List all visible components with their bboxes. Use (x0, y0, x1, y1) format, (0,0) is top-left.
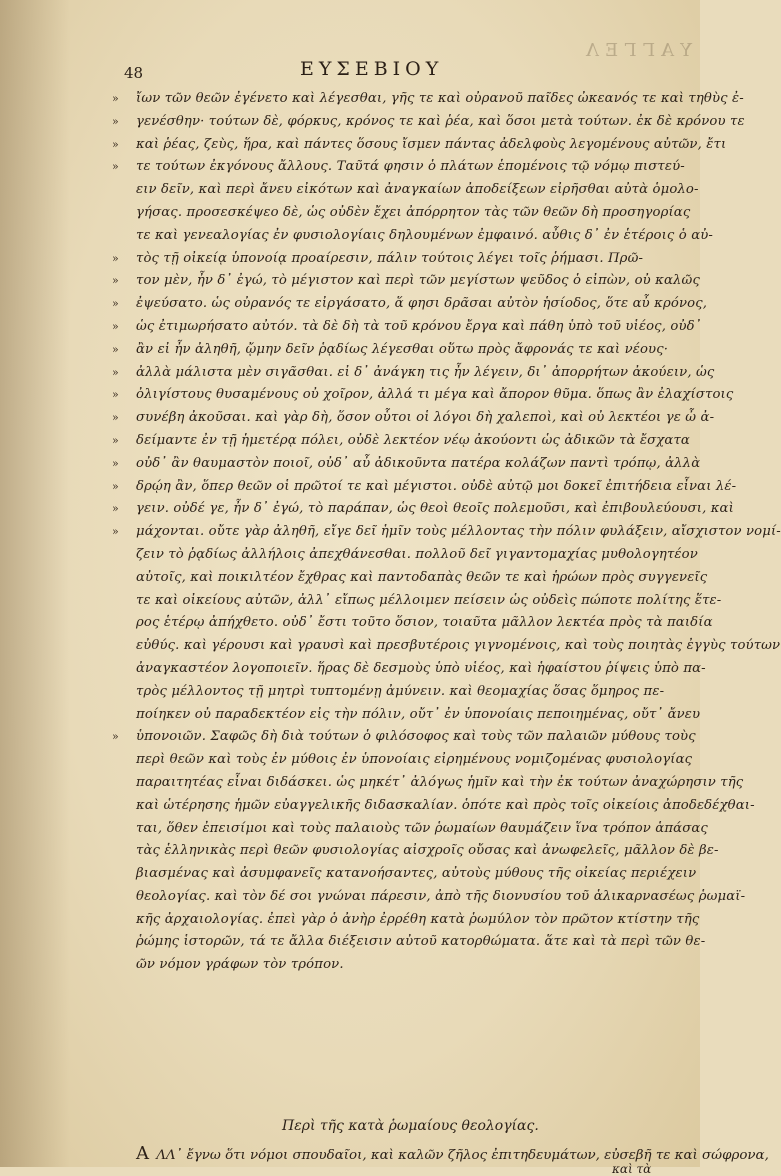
line-text: ται, ὅθεν ἐπεισίμοι καὶ τοὺς παλαιοὺς τῶν ῥωμαίων θαυμάζειν ἵνα τρόπον ἁπάσας (136, 820, 708, 836)
text-line (112, 362, 715, 385)
text-line (112, 635, 781, 658)
line-text: ῶν νόμον γράφων τὸν τρόπον. (136, 957, 344, 973)
section-heading: Περὶ τῆς κατὰ ῥωμαίους θεολογίας. (282, 1118, 539, 1134)
quotation-mark: » (112, 433, 119, 447)
line-text: ἀλλὰ μάλιστα μὲν σιγᾶσθαι. εἰ δ᾽ ἀνάγκη τις ἦν λέγειν, δι᾽ ἀπορρήτων ἀκούειν, ὡς (136, 364, 715, 380)
text-line (112, 202, 691, 225)
line-text: καὶ ῥέας, ζεὺς, ἥρα, καὶ πάντες ὅσους ἴσμεν πάντας ἀδελφοὺς λεγομένους αὐτῶν, ἔτι (136, 136, 727, 152)
catchword: καὶ τὰ (612, 1162, 652, 1176)
quotation-mark: » (112, 92, 119, 105)
line-text: γήσας. προσεσκέψεο δὲ, ὡς οὐδὲν ἔχει ἀπόρρητον τὰς τῶν θεῶν δὴ προσηγορίας (136, 204, 691, 220)
line-text: ἀναγκαστέον λογοποιεῖν. ἥρας δὲ δεσμοὺς ὑπὸ υἱέος, καὶ ἡφαίστου ῥίψεις ὑπὸ πα- (136, 660, 706, 676)
line-text: θεολογίας. καὶ τὸν δέ σοι γνώναι πάρεσιν, ἀπὸ τῆς διονυσίου τοῦ ἁλικαρνασέως ῥωμαϊ- (136, 888, 746, 904)
quotation-mark: » (112, 319, 119, 333)
line-text: δείμαντε ἐν τῇ ἡμετέρᾳ πόλει, οὐδὲ λεκτέον νέῳ ἀκούοντι ὡς ἀδικῶν τὰ ἔσχατα (136, 432, 690, 448)
page-number: 48 (124, 64, 144, 82)
body-text (112, 88, 781, 977)
line-text: ὑπονοιῶν. Σαφῶς δὴ διὰ τούτων ὁ φιλόσοφος καὶ τοὺς τῶν παλαιῶν μύθους τοὺς (136, 729, 696, 745)
text-line (112, 248, 644, 271)
text-line (112, 909, 700, 932)
line-text: τε τούτων ἐκγόνους ἄλλους. Ταῦτά φησιν ὁ πλάτων ἑπομένοις τῷ νόμῳ πιστεύ- (136, 159, 685, 175)
quotation-mark: » (112, 114, 119, 128)
gutter-shadow (0, 0, 70, 1167)
quotation-mark: » (112, 411, 119, 425)
line-text: ὀλιγίστους θυσαμένους οὐ χοῖρον, ἀλλά τι μέγα καὶ ἄπορον θῦμα. ὅπως ἂν ἐλαχίστοις (136, 387, 734, 403)
opening-line (136, 1143, 769, 1164)
text-line (112, 658, 706, 681)
line-text: αὐτοῖς, καὶ ποικιλτέον ἔχθρας καὶ παντοδαπὰς θεῶν τε καὶ ἡρώων πρὸς συγγενεῖς (136, 569, 708, 585)
running-head: ΕΥΣΕΒΙΟΥ (300, 58, 444, 80)
text-line (112, 863, 697, 886)
line-text: περὶ θεῶν καὶ τοὺς ἐν μύθοις ἐν ὑπονοίαις εἰρημένους νομιζομένας φυσιολογίας (136, 752, 693, 768)
quotation-mark: » (112, 730, 119, 744)
line-text: ποίηκεν οὐ παραδεκτέον εἰς τὴν πόλιν, οὔτ᾽ ἐν ὑπονοίαις πεποιημένας, οὔτ᾽ ἄνευ (136, 706, 701, 722)
quotation-mark: » (112, 456, 119, 470)
quotation-mark: » (112, 388, 119, 402)
line-text: τρὸς μέλλοντος τῇ μητρὶ τυπτομένῃ ἀμύνειν. καὶ θεομαχίας ὅσας ὅμηρος πε- (136, 683, 665, 699)
text-line (112, 111, 745, 134)
text-line (112, 339, 669, 362)
quotation-mark: » (112, 297, 119, 311)
text-line (112, 521, 781, 544)
text-line (112, 384, 734, 407)
text-line (112, 134, 727, 157)
quotation-mark: » (112, 160, 119, 174)
text-line (112, 726, 696, 749)
text-line (112, 544, 698, 567)
text-line (112, 840, 719, 863)
line-text: τὰς ἑλληνικὰς περὶ θεῶν φυσιολογίας αἰσχροῖς οὔσας καὶ ἀνωφελεῖς, μᾶλλον δὲ βε- (136, 843, 719, 859)
line-text: ὡς ἐτιμωρήσατο αὐτόν. τὰ δὲ δὴ τὰ τοῦ κρόνου ἔργα καὶ πάθη ὑπὸ τοῦ υἱέος, οὐδ᾽ (136, 318, 702, 334)
text-line (112, 795, 755, 818)
text-line (112, 270, 700, 293)
line-text: τε καὶ γενεαλογίας ἐν φυσιολογίαις δηλουμένων ἐμφαινό. αὖθις δ᾽ ἐν ἑτέροις ὁ αὐ- (136, 227, 714, 243)
text-line (112, 225, 714, 248)
line-text: τὸς τῇ οἰκείᾳ ὑπονοίᾳ προαίρεσιν, πάλιν τούτοις λέγει τοῖς ῥήμασι. Πρῶ- (136, 250, 644, 266)
text-line (112, 818, 708, 841)
line-text: βιασμένας καὶ ἀσυμφανεῖς κατανοήσαντες, αὐτοὺς μύθους τῆς οἰκείας περιέχειν (136, 866, 697, 882)
line-text: τον μὲν, ἦν δ᾽ ἐγώ, τὸ μέγιστον καὶ περὶ τῶν μεγίστων ψεῦδος ὁ εἰπὼν, οὐ καλῶς (136, 273, 700, 289)
text-line (112, 749, 693, 772)
quotation-mark: » (112, 137, 119, 151)
text-line (112, 704, 701, 727)
quotation-mark: » (112, 274, 119, 288)
line-text: ἴων τῶν θεῶν ἐγένετο καὶ λέγεσθαι, γῆς τε καὶ οὐρανοῦ παῖδες ὠκεανός τε καὶ τηθὺς ἐ- (136, 91, 744, 106)
text-line (112, 407, 715, 430)
text-line (112, 681, 665, 704)
text-line (112, 772, 744, 795)
text-line (112, 179, 699, 202)
text-line (112, 567, 708, 590)
text-line (112, 931, 706, 954)
line-text: ειν δεῖν, καὶ περὶ ἄνευ εἰκότων καὶ ἀναγκαίων ἀποδείξεων εἰρῆσθαι αὐτὰ ὁμολο- (136, 182, 699, 198)
quotation-mark: » (112, 502, 119, 516)
text-line (112, 612, 713, 635)
bleed-through-text: ΥΑΓΓΕΛ (580, 40, 692, 61)
quotation-mark: » (112, 525, 119, 539)
quotation-mark: » (112, 251, 119, 265)
line-text: μάχονται. οὔτε γὰρ ἀληθῆ, εἴγε δεῖ ἡμῖν τοὺς μέλλοντας τὴν πόλιν φυλάξειν, αἴσχιστον νομί- (136, 524, 781, 540)
initial-letter: Α (136, 1143, 152, 1164)
line-text: ἂν εἰ ἦν ἀληθῆ, ᾤμην δεῖν ῥᾳδίως λέγεσθαι οὕτω πρὸς ἄφρονάς τε καὶ νέους· (136, 341, 669, 357)
text-line (112, 954, 632, 977)
line-text: ἐψεύσατο. ὡς οὐρανός τε εἰργάσατο, ἅ φησι δρᾶσαι αὐτὸν ἡσίοδος, ὅτε αὖ κρόνος, (136, 296, 708, 312)
opening-line-text: ΛΛ᾽ ἔγνω ὅτι νόμοι σπουδαῖοι, καὶ καλῶν ζῆλος ἐπιτηδευμάτων, εὐσεβῆ τε καὶ σώφρονα, (156, 1148, 769, 1163)
text-line (112, 476, 737, 499)
text-line (112, 430, 690, 453)
line-text: παραιτητέας εἶναι διδάσκει. ὡς μηκέτ᾽ ἀλόγως ἡμῖν καὶ τὴν ἐκ τούτων ἀναχώρησιν τῆς (136, 774, 744, 790)
line-text: τε καὶ οἰκείους αὐτῶν, ἀλλ᾽ εἴπως μέλλοιμεν πείσειν ὡς οὐδεὶς πώποτε πολίτης ἕτε- (136, 592, 722, 608)
line-text: γειν. οὐδέ γε, ἦν δ᾽ ἐγώ, τὸ παράπαν, ὡς θεοὶ θεοῖς πολεμοῦσι, καὶ ἐπιβουλεύουσι, καὶ (136, 501, 734, 517)
text-line (112, 590, 722, 613)
text-line (112, 453, 701, 476)
text-line (112, 886, 746, 909)
line-text: γενέσθην· τούτων δὲ, φόρκυς, κρόνος τε καὶ ῥέα, καὶ ὅσοι μετὰ τούτων. ἐκ δὲ κρόνου τε (136, 113, 745, 129)
line-text: κῆς ἀρχαιολογίας. ἐπεὶ γὰρ ὁ ἀνὴρ ἐρρέθη κατὰ ῥωμύλον τὸν πρῶτον κτίστην τῆς (136, 911, 700, 927)
text-line (112, 316, 702, 339)
line-text: εὐθύς. καὶ γέρουσι καὶ γραυσὶ καὶ πρεσβυτέροις γιγνομένοις, καὶ τοὺς ποιητὰς ἐγγὺς τούτων (136, 638, 781, 654)
text-line (112, 293, 708, 316)
line-text: καὶ ὡτέρησης ἡμῶν εὐαγγελικῆς διδασκαλίαν. ὁπότε καὶ πρὸς τοῖς οἰκείοις ἀποδεδέχθαι- (136, 797, 755, 813)
text-line (112, 498, 734, 521)
line-text: οὐδ᾽ ἂν θαυμαστὸν ποιοῖ, οὐδ᾽ αὖ ἀδικοῦντα πατέρα κολάζων παντὶ τρόπῳ, ἀλλὰ (136, 455, 701, 471)
quotation-mark: » (112, 342, 119, 356)
line-text: ζειν τὸ ῥᾳδίως ἀλλήλοις ἀπεχθάνεσθαι. πολλοῦ δεῖ γιγαντομαχίας μυθολογητέον (136, 546, 698, 562)
line-text: συνέβη ἀκοῦσαι. καὶ γὰρ δὴ, ὅσον οὗτοι οἱ λόγοι δὴ χαλεποὶ, καὶ οὐ λεκτέοι γε ὦ ἀ- (136, 410, 715, 426)
line-text: ῥώμης ἱστορῶν, τά τε ἄλλα διέξεισιν αὐτοῦ κατορθώματα. ἅτε καὶ τὰ περὶ τῶν θε- (136, 934, 706, 950)
line-text: δρῴη ἂν, ὅπερ θεῶν οἱ πρῶτοί τε καὶ μέγιστοι. οὐδὲ αὐτῷ μοι δοκεῖ ἐπιτήδεια εἶναι λέ- (136, 478, 737, 494)
text-line (112, 156, 685, 179)
quotation-mark: » (112, 365, 119, 379)
line-text: ρος ἑτέρῳ ἀπήχθετο. οὐδ᾽ ἔστι τοῦτο ὅσιον, τοιαῦτα μᾶλλον λεκτέα πρὸς τὰ παιδία (136, 615, 713, 631)
quotation-mark: » (112, 479, 119, 493)
text-line (112, 88, 744, 111)
